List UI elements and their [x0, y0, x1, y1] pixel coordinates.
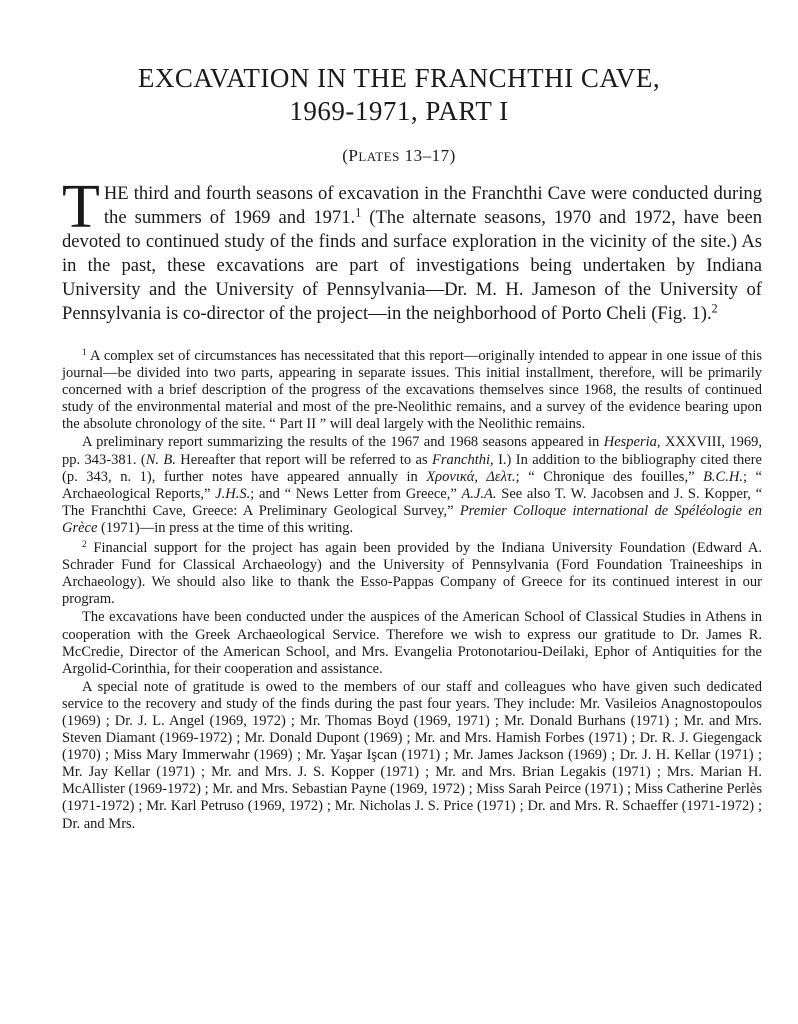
- plates-range: 13–17): [399, 146, 456, 165]
- fn1b-italic-greek: Χρονικά, Δελτ.: [426, 468, 516, 485]
- fn1b-text-3: Hereafter that report will be referred to as: [175, 451, 433, 468]
- footnote-1: [62, 348, 762, 433]
- fn1b-italic-jhs: J.H.S.: [215, 485, 251, 502]
- fn1b-italic-aja: A.J.A.: [461, 485, 497, 502]
- fn1b-italic-bch: B.C.H.: [703, 468, 743, 485]
- title-line-2: 1969-1971, PART I: [289, 96, 509, 126]
- plates-reference: [0, 146, 798, 166]
- fn1b-italic-hesperia: Hesperia: [603, 434, 657, 451]
- footnotes: [62, 348, 762, 833]
- fn1b-text-7: ; and “ News Letter from Greece,”: [250, 485, 462, 502]
- footnote-ref-2[interactable]: 2: [711, 301, 718, 316]
- footnote-2-continued-1: The excavations have been conducted under the auspices of the American School of Classical Studies in Athens in cooperation with the Greek Archaeological Service. Therefore we wish to express our gratitude to Dr. James R. McCredie, Director of the American School, and Mrs. Evangelia Protonotariou-Deilaki, Ephor of Antiquities for the Argolid-Corinthia, for their cooperation and assistance.: [62, 609, 762, 677]
- footnote-2-continued-2: A special note of gratitude is owed to the members of our staff and colleagues who have given such dedicated service to the recovery and study of the finds during the past four years. They include: Mr. Vasileios Anagnostopoulos (1969) ; Dr. J. L. Angel (1969, 1972) ; Mr. Thomas Boyd (1969, 1971) ; Mr. Donald Burhans (1971) ; Mr. and Mrs. Steven Diamant (1969-1972) ; Mr. Donald Dupont (1969) ; Mr. and Mrs. Hamish Forbes (1971) ; Dr. R. J. Giegengack (1970) ; Miss Mary Immerwahr (1969) ; Mr. Yaşar Işcan (1971) ; Mr. James Jackson (1969) ; Dr. J. H. Kellar (1971) ; Mr. Jay Kellar (1971) ; Mr. and Mrs. J. S. Kopper (1971) ; Mr. and Mrs. Brian Legakis (1971) ; Mrs. Marian H. McAllister (1969-1972) ; Mr. and Mrs. Sebastian Payne (1969, 1972) ; Miss Sarah Peirce (1971) ; Miss Catherine Perlès (1971-1972) ; Mr. Karl Petruso (1969, 1972) ; Mr. Nicholas J. S. Price (1971) ; Dr. and Mrs. R. Schaeffer (1971-1972) ; Dr. and Mrs.: [62, 678, 762, 832]
- fn1b-italic-nb: N. B.: [145, 451, 176, 468]
- title-line-1: EXCAVATION IN THE FRANCHTHI CAVE,: [137, 63, 661, 93]
- fn1b-text-4: , I.) In addition to the bibliography cited there (p. 343, n. 1), further notes have appeared annually in: [62, 451, 762, 485]
- footnote-ref-1[interactable]: 1: [355, 205, 362, 220]
- intro-paragraph: [62, 173, 762, 326]
- intro-text-a: HE third and fourth seasons of excavation in the Franchthi Cave were conducted during the summers of 1969 and 1971.: [103, 183, 762, 228]
- drop-cap: T: [62, 173, 100, 241]
- intro-text-b: (The alternate seasons, 1970 and 1972, have been devoted to continued study of the finds and surface exploration in the vicinity of the site.) As in the past, these excavations are part of investigations being undertaken by Indiana University and the University of Pennsylvania—Dr. M. H. Jameson of the University of Pennsylvania is co-director of the project—in the neighborhood of Porto Cheli (Fig. 1).: [62, 207, 762, 324]
- footnote-1-continued: [62, 434, 762, 537]
- plates-smallcaps: LATES: [358, 149, 400, 164]
- plates-open: (P: [342, 146, 359, 165]
- fn1b-text-8: See also T. W. Jacobsen and J. S. Kopper, “ The Franchthi Cave, Greece: A Preliminary Geological Survey,”: [62, 485, 763, 519]
- fn1b-italic-colloque: Premier Colloque international de Spéléologie en Grèce: [62, 502, 762, 536]
- footnote-2: [62, 540, 762, 608]
- footnote-2-mark: 2: [82, 539, 87, 550]
- footnote-2-text: Financial support for the project has again been provided by the Indiana University Foundation (Edward A. Schrader Fund for Classical Archaeology) and the University of Pennsylvania (Ford Foundation Traineeships in Archaeology). We should also like to thank the Esso-Pappas Company of Greece for its continued interest in our program.: [62, 540, 762, 608]
- fn1b-italic-franchthi: Franchthi: [432, 451, 491, 468]
- fn1b-text-6: ; “ Archaeological Reports,”: [62, 468, 762, 502]
- footnote-1-text: A complex set of circumstances has necessitated that this report—originally intended to appear in one issue of this journal—be divided into two parts, appearing in separate issues. This initial installment, therefore, will be primarily concerned with a brief description of the progress of the excavations themselves since 1968, the results of continued study of the environmental material and most of the pre-Neolithic remains, and a survey of the evidence bearing upon the absolute chronology of the site. “ Part II ” will deal largely with the Neolithic remains.: [62, 348, 762, 433]
- fn1b-text-5: ; “ Chronique des fouilles,”: [515, 468, 704, 485]
- fn1b-text-9: (1971)—in press at the time of this writing.: [97, 519, 354, 536]
- article-title: [0, 62, 798, 128]
- fn1b-text-1: A preliminary report summarizing the results of the 1967 and 1968 seasons appeared in: [82, 434, 604, 451]
- fn1b-text-2: , XXXVIII, 1969, pp. 343-381. (: [62, 434, 762, 468]
- footnote-1-mark: 1: [82, 347, 87, 358]
